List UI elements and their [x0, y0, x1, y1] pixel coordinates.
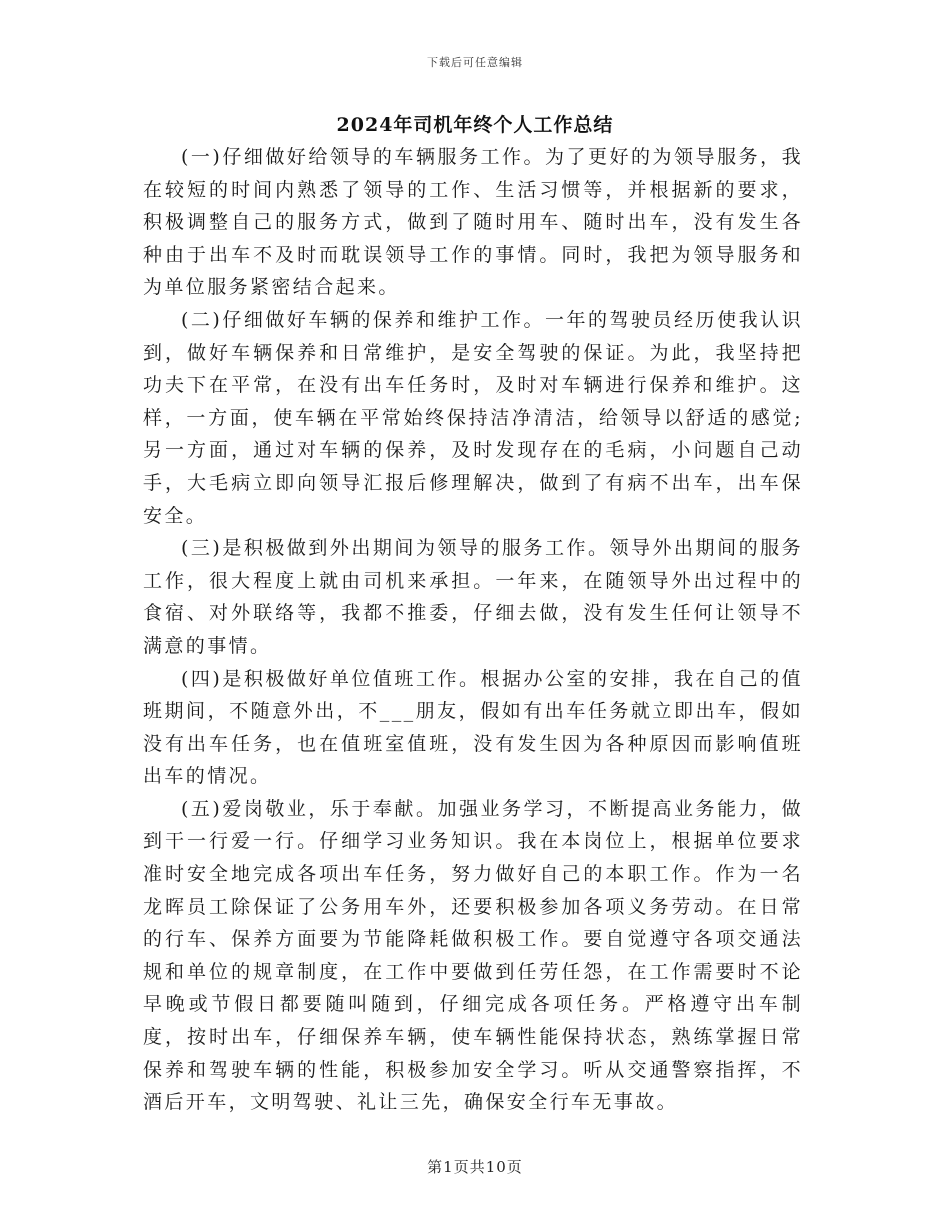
paragraph-5: (五)爱岗敬业，乐于奉献。加强业务学习，不断提高业务能力，做到干一行爱一行。仔细学习业务知识。我在本岗位上，根据单位要求准时安全地完成各项出车任务，努力做好自己的本职工作。作为一名龙晖员工除保证了公务用车外，还要积极参加各项义务劳动。在日常的行车、保养方面要为节能降耗做积极工作。要自觉遵守各项交通法规和单位的规章制度，在工作中要做到任劳任怨，在工作需要时不论早晚或节假日都要随叫随到，仔细完成各项任务。严格遵守出车制度，按时出车，仔细保养车辆，使车辆性能保持状态，熟练掌握日常保养和驾驶车辆的性能，积极参加安全学习。听从交通警察指挥，不酒后开车，文明驾驶、礼让三先，确保安全行车无事故。 — [143, 797, 803, 1114]
paragraph-2: (二)仔细做好车辆的保养和维护工作。一年的驾驶员经历使我认识到，做好车辆保养和日常维护，是安全驾驶的保证。为此，我坚持把功夫下在平常，在没有出车任务时，及时对车辆进行保养和维护。这样，一方面，使车辆在平常始终保持洁净清洁，给领导以舒适的感觉;另一方面，通过对车辆的保养，及时发现存在的毛病，小问题自己动手，大毛病立即向领导汇报后修理解决，做到了有病不出车，出车保安全。 — [143, 308, 803, 527]
page-number: 第1页共10页 — [427, 1158, 523, 1176]
paragraph-3: (三)是积极做到外出期间为领导的服务工作。领导外出期间的服务工作，很大程度上就由司机来承担。一年来，在随领导外出过程中的食宿、对外联络等，我都不推委，仔细去做，没有发生任何让领导不满意的事情。 — [143, 537, 803, 657]
paragraph-4: (四)是积极做好单位值班工作。根据办公室的安排，我在自己的值班期间，不随意外出，不___朋友，假如有出车任务就立即出车，假如没有出车任务，也在值班室值班，没有发生因为各种原因而影响值班出车的情况。 — [143, 667, 803, 788]
document-title: 2024年司机年终个人工作总结 — [336, 114, 614, 136]
header-note: 下载后可任意编辑 — [427, 56, 523, 69]
paragraph-1: (一)仔细做好给领导的车辆服务工作。为了更好的为领导服务，我在较短的时间内熟悉了领导的工作、生活习惯等，并根据新的要求，积极调整自己的服务方式，做到了随时用车、随时出车，没有发生各种由于出车不及时而耽误领导工作的事情。同时，我把为领导服务和为单位服务紧密结合起来。 — [143, 146, 803, 299]
document-body — [143, 141, 803, 1119]
